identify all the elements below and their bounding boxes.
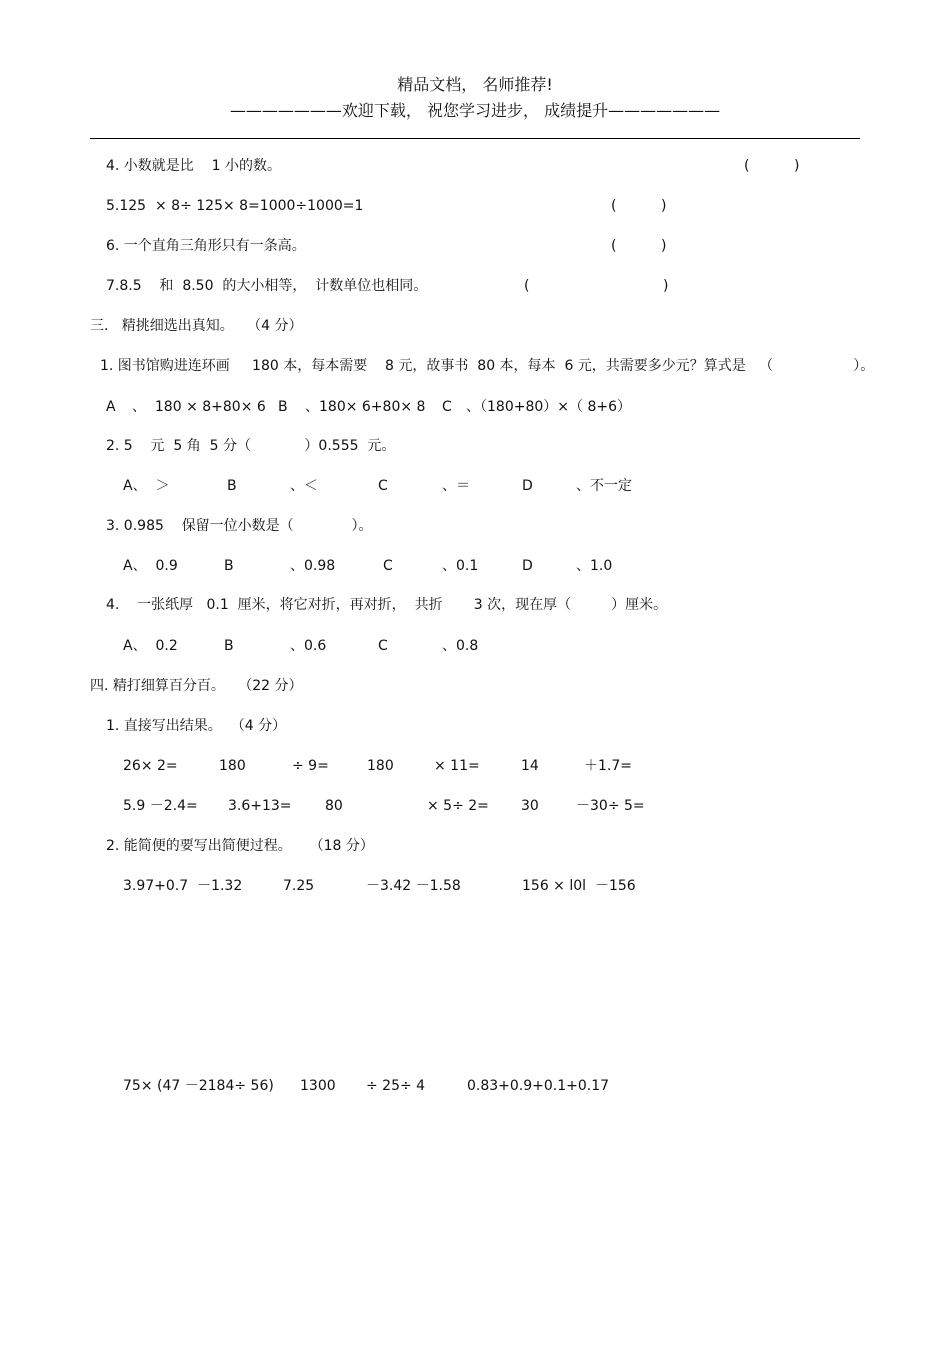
option-4c: C	[378, 638, 388, 654]
option-2a: A、 ＞	[123, 478, 170, 494]
judge-question-7: 7.8.5 和 8.50 的大小相等， 计数单位也相同。	[106, 278, 428, 294]
option-1a: A	[106, 399, 116, 415]
part-1-title: 1. 直接写出结果。 （4 分）	[106, 718, 287, 734]
calc-item: 180	[367, 758, 394, 774]
option-3d: D	[522, 558, 533, 574]
calc-item: × 5÷ 2=	[427, 798, 489, 814]
choice-question-1: 1. 图书馆购进连环画 180 本，每本需要 8 元，故事书 80 本，每本 6 元，共需要多少元？算式是 （ ）。	[100, 358, 875, 374]
judge-answer-6: ( )	[611, 238, 667, 254]
option-3c: C	[383, 558, 393, 574]
choice-question-3: 3. 0.985 保留一位小数是（ ）。	[106, 518, 373, 534]
calc-item: 30	[521, 798, 539, 814]
judge-question-6: 6. 一个直角三角形只有一条高。	[106, 238, 306, 254]
option-2c: C	[378, 478, 388, 494]
section-4-title: 四. 精打细算百分百。 （22 分）	[90, 678, 303, 694]
calc-item: 80	[325, 798, 343, 814]
option-2b-text: 、＜	[290, 478, 318, 494]
calc-item: × 11=	[434, 758, 480, 774]
option-3a: A、 0.9	[123, 558, 178, 574]
calc-item: 14	[521, 758, 539, 774]
option-4c-text: 、0.8	[442, 638, 479, 654]
option-1b: B	[278, 399, 288, 415]
option-1c: C	[442, 399, 452, 415]
judge-answer-5: ( )	[611, 198, 667, 214]
calc-item: 26× 2=	[123, 758, 178, 774]
choice-question-2: 2. 5 元 5 角 5 分（ ）0.555 元。	[106, 438, 396, 454]
option-2b: B	[227, 478, 237, 494]
judge-answer-4: ( )	[744, 158, 800, 174]
calc-item: ÷ 9=	[292, 758, 329, 774]
calc-item: 3.6+13=	[228, 798, 292, 814]
option-3b: B	[224, 558, 234, 574]
calc-item: 75× (47 －2184÷ 56)	[123, 1078, 274, 1094]
calc-item: 7.25	[283, 878, 315, 894]
calc-item: －30÷ 5=	[576, 798, 645, 814]
header-subtitle: ———————欢迎下载， 祝您学习进步， 成绩提升———————	[229, 101, 721, 120]
calc-item: 156 × l0l －156	[522, 878, 636, 894]
option-1b-text: 、180× 6+80× 8	[305, 399, 426, 415]
calc-item: 0.83+0.9+0.1+0.17	[467, 1078, 610, 1094]
calc-item: ÷ 25÷ 4	[366, 1078, 426, 1094]
judge-question-5: 5.125 × 8÷ 125× 8=1000÷1000=1	[106, 198, 364, 214]
header-divider	[90, 138, 860, 139]
option-3d-text: 、1.0	[576, 558, 613, 574]
option-2c-text: 、＝	[442, 478, 470, 494]
judge-question-4: 4. 小数就是比 1 小的数。	[106, 158, 281, 174]
option-2d-text: 、不一定	[576, 478, 632, 494]
calc-item: 3.97+0.7 －1.32	[123, 878, 243, 894]
calc-item: 5.9 －2.4=	[123, 798, 198, 814]
calc-item: －3.42 －1.58	[366, 878, 461, 894]
option-3b-text: 、0.98	[290, 558, 336, 574]
option-3c-text: 、0.1	[442, 558, 479, 574]
header-title: 精品文档， 名师推荐!	[397, 75, 553, 94]
option-1a-text: 、 180 × 8+80× 6	[132, 399, 266, 415]
option-4b-text: 、0.6	[290, 638, 327, 654]
option-1c-text: 、（180+80）×（ 8+6）	[466, 399, 631, 415]
calc-item: 180	[219, 758, 246, 774]
judge-answer-7: ( )	[524, 278, 669, 294]
calc-item: ＋1.7=	[584, 758, 632, 774]
choice-question-4: 4. 一张纸厚 0.1 厘米，将它对折，再对折， 共折 3 次，现在厚（ ）厘米。	[106, 597, 668, 613]
option-4b: B	[224, 638, 234, 654]
part-2-title: 2. 能简便的要写出简便过程。 （18 分）	[106, 838, 374, 854]
section-3-title: 三. 精挑细选出真知。 （4 分）	[90, 318, 303, 334]
option-4a: A、 0.2	[123, 638, 178, 654]
option-2d: D	[522, 478, 533, 494]
calc-item: 1300	[300, 1078, 336, 1094]
